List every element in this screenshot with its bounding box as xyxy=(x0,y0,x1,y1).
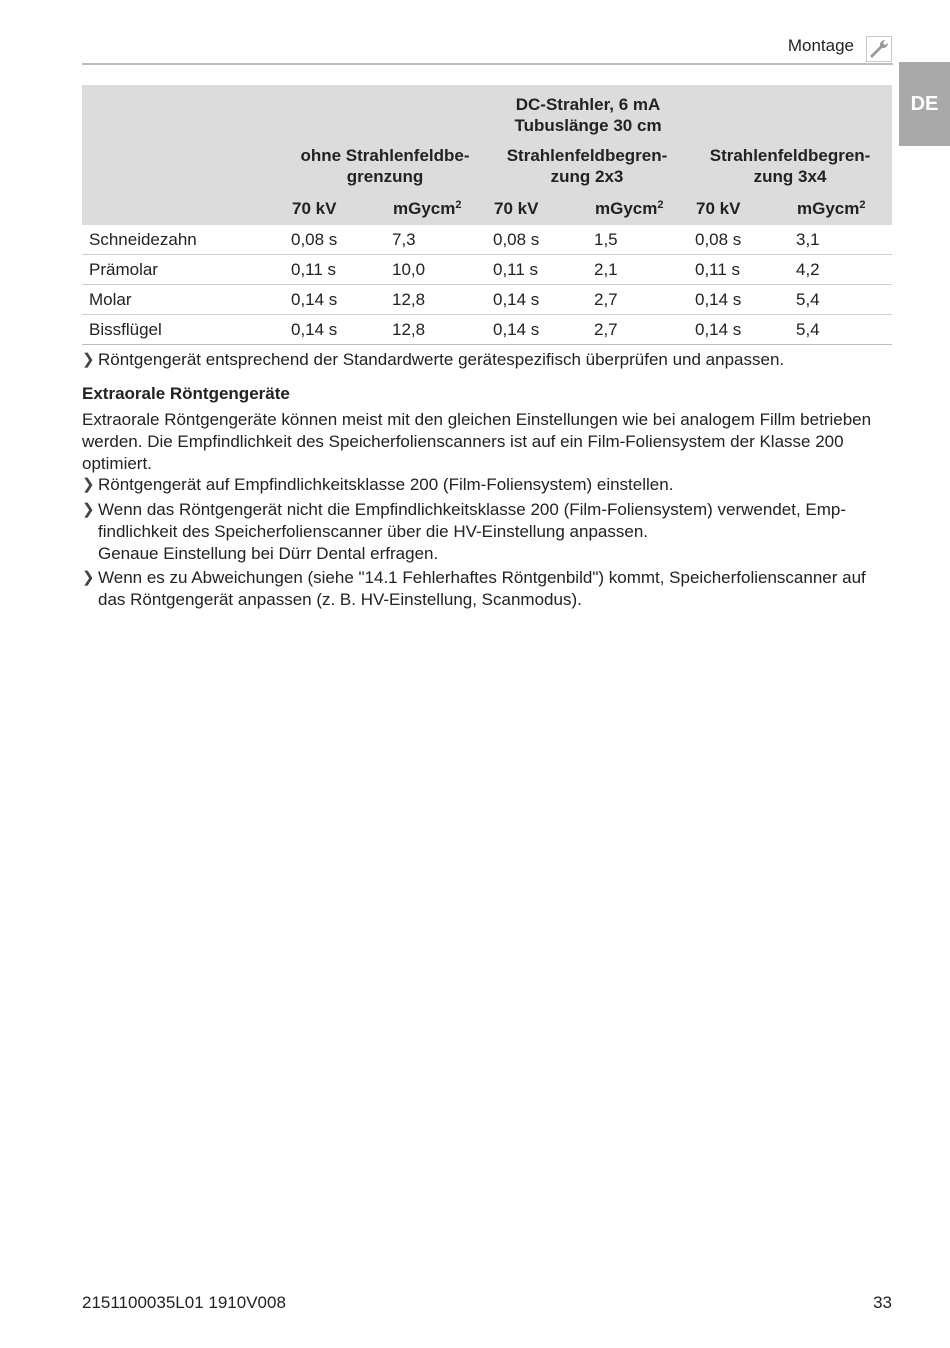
subgroup-header: ohne Strahlenfeldbe- grenzung xyxy=(300,146,470,186)
table-row xyxy=(82,315,892,345)
paragraph: Extraorale Röntgengeräte können meist mit den gleichen Einstellungen wie bei analogem Fillm betrieben werden. Die Empfindlichkeit des Speicherfolienscanners ist auf ein Film-Foliensystem der Klasse 200 optimiert. xyxy=(82,410,872,473)
instruction-bullet: ❯ Wenn es zu Abweichungen (siehe "14.1 Fehlerhaftes Röntgenbild") kommt, Speicherfolienscanner auf das Röntgengerät anpassen (z. B. HV-Einstellung, Scanmodus). xyxy=(82,568,866,609)
table-cell: 4,2 xyxy=(789,255,892,285)
column-header-dose: mGycm$^2$ xyxy=(595,198,664,218)
section-heading: Extraorale Röntgengeräte xyxy=(82,384,290,403)
table-cell: 12,8 xyxy=(385,315,486,345)
table-cell: 5,4 xyxy=(789,315,892,345)
table-cell: 1,5 xyxy=(587,225,688,255)
table-cell: 0,08 s xyxy=(284,225,385,255)
instruction-bullet: ❯ Röntgengerät auf Empfindlichkeitsklasse 200 (Film-Foliensystem) einstellen. xyxy=(82,475,674,494)
table-cell: Bissflügel xyxy=(82,315,284,345)
instruction-bullet: ❯ Röntgengerät entsprechend der Standardwerte gerätespezifisch überprüfen und anpassen. xyxy=(82,350,785,369)
table-row xyxy=(82,285,892,315)
table-cell: 3,1 xyxy=(789,225,892,255)
chevron-right-icon: ❯ xyxy=(82,476,95,493)
table-cell: Prämolar xyxy=(82,255,284,285)
table-row xyxy=(82,225,892,255)
exposure-table xyxy=(82,85,892,345)
page-number: 33 xyxy=(873,1293,892,1312)
group-header: DC-Strahler, 6 mA Tubuslänge 30 cm xyxy=(514,94,662,135)
table-cell: 10,0 xyxy=(385,255,486,285)
instruction-bullet: ❯ Wenn das Röntgengerät nicht die Empfindlichkeitsklasse 200 (Film-Foliensystem) verwendet, Emp- findlichkeit des Speicherfolienscanner über die HV-Einstellung anpassen. Genaue Einstellung bei Dürr Dental erfragen. xyxy=(82,500,847,563)
subgroup-header: Strahlenfeldbegren- zung 2x3 xyxy=(506,146,668,186)
table-cell: 0,11 s xyxy=(688,255,789,285)
chevron-right-icon: ❯ xyxy=(82,351,95,368)
table-row xyxy=(82,255,892,285)
column-header-kv: 70 kV xyxy=(292,198,337,218)
table-cell: 0,14 s xyxy=(688,315,789,345)
table-cell: 5,4 xyxy=(789,285,892,315)
section-title: Montage xyxy=(787,36,854,55)
table-cell: 12,8 xyxy=(385,285,486,315)
column-header-dose: mGycm$^2$ xyxy=(797,198,866,218)
table-cell: Schneidezahn xyxy=(82,225,284,255)
chevron-right-icon: ❯ xyxy=(82,569,95,586)
table-cell: 2,7 xyxy=(587,285,688,315)
table-cell: 2,7 xyxy=(587,315,688,345)
table-cell: 0,08 s xyxy=(486,225,587,255)
table-cell: 0,14 s xyxy=(688,285,789,315)
table-cell: 2,1 xyxy=(587,255,688,285)
document-number: 2151100035L01 1910V008 xyxy=(82,1293,286,1312)
table-cell: 0,14 s xyxy=(486,285,587,315)
table-cell: 0,11 s xyxy=(486,255,587,285)
header-empty-cell xyxy=(82,85,284,140)
table-cell: 0,08 s xyxy=(688,225,789,255)
header-empty-cell xyxy=(82,140,284,192)
column-header-kv: 70 kV xyxy=(494,198,539,218)
table-cell: 0,11 s xyxy=(284,255,385,285)
column-header-kv: 70 kV xyxy=(696,198,741,218)
column-header-dose: mGycm$^2$ xyxy=(393,198,462,218)
language-tab: DE xyxy=(899,62,950,146)
table-cell: Molar xyxy=(82,285,284,315)
wrench-icon xyxy=(866,36,892,62)
header-rule xyxy=(82,63,893,65)
table-cell: 0,14 s xyxy=(284,315,385,345)
chevron-right-icon: ❯ xyxy=(82,501,95,518)
header-empty-cell xyxy=(82,192,284,225)
table-cell: 0,14 s xyxy=(486,315,587,345)
table-cell: 0,14 s xyxy=(284,285,385,315)
subgroup-header: Strahlenfeldbegren- zung 3x4 xyxy=(709,146,871,186)
table-cell: 7,3 xyxy=(385,225,486,255)
